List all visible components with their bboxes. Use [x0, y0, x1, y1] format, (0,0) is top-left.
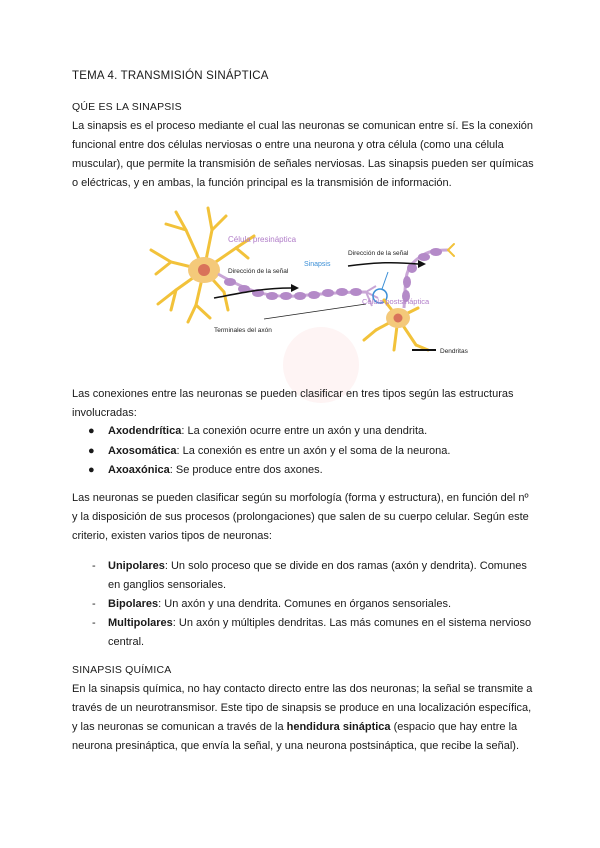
- list-item: ● Axodendrítica: La conexión ocurre entre un axón y una dendrita.: [72, 422, 450, 442]
- signal-direction-arrow-icon-2: [348, 263, 418, 266]
- term: Multipolares: [108, 617, 173, 629]
- dash-icon: -: [92, 598, 96, 610]
- list-item: - Bipolares: Un axón y una dendrita. Comunes en órganos sensoriales.: [72, 595, 534, 614]
- term: Axodendrítica: [108, 425, 182, 437]
- neuron-synapse-diagram: [136, 200, 468, 360]
- list-item: ● Axoaxónica: Se produce entre dos axones.: [72, 461, 450, 481]
- postsynaptic-nucleus-icon: [394, 314, 403, 323]
- term: Axoaxónica: [108, 464, 170, 476]
- dash-icon: -: [92, 617, 96, 629]
- synapse-label: Sinapsis: [304, 261, 331, 268]
- section-heading-synapse: QÚE ES LA SINAPSIS: [72, 101, 182, 113]
- bullet-icon: ●: [88, 425, 95, 437]
- chemical-synapse-paragraph: En la sinapsis química, no hay contacto directo entre las dos neuronas; la señal se transmite a través de un neurotransmisor. Este tipo de sinapsis se produce en una localización específica, y las neuronas se comunican a través de la hendidura sináptica (espacio que hay entre la neurona presináptica, que envía la señal, y una neurona postsináptica, que recibe la señal).: [72, 683, 533, 752]
- axon-terminals-label: Terminales del axón: [214, 327, 272, 334]
- list-item: - Unipolares: Un solo proceso que se divide en dos ramas (axón y dendrita). Comunes en ganglios sensoriales.: [72, 557, 534, 595]
- presynaptic-nucleus-icon: [198, 264, 210, 276]
- list-item: - Multipolares: Un axón y múltiples dendritas. Las más comunes en el sistema nervioso central.: [72, 614, 534, 652]
- synapse-definition-paragraph: La sinapsis es el proceso mediante el cual las neuronas se comunican entre sí. Es la conexión funcional entre dos células nerviosas o entre una neurona y otra célula (como una célula muscular), que permite la transmisión de señales nerviosas. Las sinapsis pueden ser químicas o eléctricas, y en ambas, la función principal es la transmisión de información.: [72, 120, 534, 189]
- dendrites-label: Dendritas: [440, 348, 468, 355]
- presynaptic-label: Célula presináptica: [228, 235, 297, 244]
- term: Bipolares: [108, 598, 159, 610]
- list-item: ● Axosomática: La conexión es entre un axón y el soma de la neurona.: [72, 442, 450, 462]
- term: Axosomática: [108, 444, 177, 457]
- neuron-types-list: [72, 557, 534, 652]
- connection-types-list: [72, 422, 450, 481]
- dash-icon: -: [92, 560, 96, 572]
- bullet-icon: ●: [88, 444, 95, 457]
- signal-direction-label-2: Dirección de la señal: [348, 250, 409, 257]
- signal-direction-label-1: Dirección de la señal: [228, 268, 289, 275]
- term: Unipolares: [108, 560, 165, 572]
- section-heading-chemical-synapse: SINAPSIS QUÍMICA: [72, 664, 172, 676]
- highlighted-term: hendidura sináptica: [286, 721, 391, 733]
- connections-intro-paragraph: Las conexiones entre las neuronas se pueden clasificar en tres tipos según las estructuras involucradas:: [72, 388, 514, 419]
- bullet-icon: ●: [88, 464, 95, 476]
- morphology-intro-paragraph: Las neuronas se pueden clasificar según su morfología (forma y estructura), en función del nº y la disposición de sus procesos (prolongaciones) que salen de su cuerpo celular. Según este criterio, existen varios tipos de neuronas:: [72, 492, 529, 542]
- page-title: TEMA 4. TRANSMISIÓN SINÁPTICA: [72, 70, 269, 82]
- postsynaptic-label: Célula postsináptica: [362, 297, 430, 306]
